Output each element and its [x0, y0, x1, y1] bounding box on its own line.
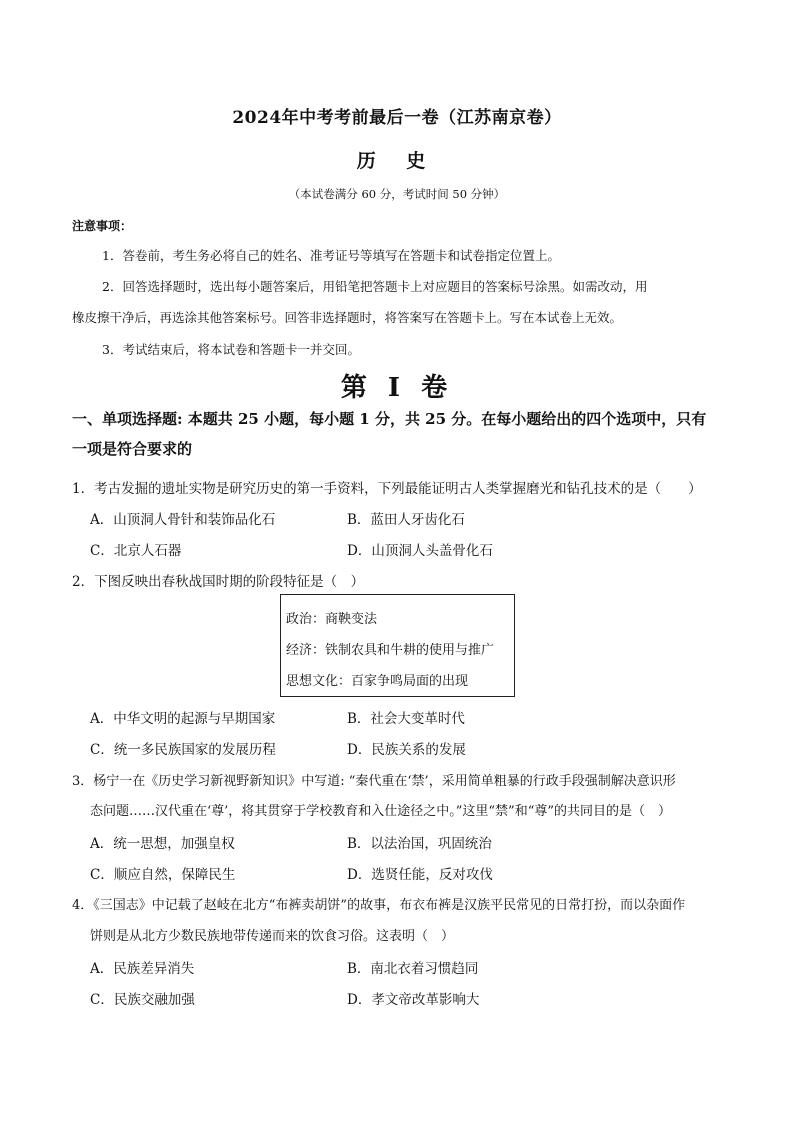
question-2-option-b[interactable]: B．社会大变革时代: [347, 711, 465, 727]
question-1-option-c[interactable]: C．北京人石器: [90, 543, 182, 559]
notice-heading: 注意事项：: [72, 219, 133, 233]
question-2-stem: 2．下图反映出春秋战国时期的阶段特征是（ ）: [72, 574, 365, 590]
material-line-economy: 经济：铁制农具和牛耕的使用与推广: [286, 643, 495, 658]
notice-item-3: 3．考试结束后，将本试卷和答题卡一并交回。: [102, 342, 360, 357]
notice-item-2-cont: 橡皮擦干净后，再选涂其他答案标号。回答非选择题时，将答案写在答题卡上。写在本试卷上无效。: [72, 310, 623, 325]
question-3-option-b[interactable]: B．以法治国，巩固统治: [347, 836, 492, 852]
question-4-stem: 4．《三国志》中记载了赵岐在北方“布裤卖胡饼”的故事，布衣布裤是汉族平民常见的日常打扮，而以杂面作: [72, 898, 686, 913]
question-3-stem: 3．杨宁一在《历史学习新视野新知识》中写道: “秦代重在‘禁’，采用简单粗暴的行政手段强制解决意识形: [72, 774, 676, 789]
question-4-stem-cont: 饼则是从北方少数民族地带传递而来的饮食习俗。这表明（ ）: [90, 929, 455, 944]
material-line-politics: 政治：商鞅变法: [286, 612, 378, 627]
subject-text: 历 史: [356, 150, 438, 172]
question-1-option-d[interactable]: D．山顶洞人头盖骨化石: [347, 543, 493, 559]
question-2-option-d[interactable]: D．民族关系的发展: [347, 742, 466, 758]
section-heading: 一、单项选择题: 本题共 25 小题，每小题 1 分，共 25 分。在每小题给出的四个选项中，只有: [72, 410, 707, 428]
question-4-option-d[interactable]: D．孝文帝改革影响大: [347, 992, 480, 1008]
question-3-stem-cont: 态问题……汉代重在‘尊’，将其贯穿于学校教育和入仕途径之中。”这里“禁”和“尊”的共同目的是（ ）: [90, 804, 671, 819]
question-4-option-b[interactable]: B．南北衣着习惯趋同: [347, 961, 479, 977]
question-4-option-c[interactable]: C．民族交融加强: [90, 992, 195, 1008]
volume-heading: 第 I 卷: [340, 373, 454, 403]
question-1-option-b[interactable]: B．蓝田人牙齿化石: [347, 512, 465, 528]
question-3-option-a[interactable]: A．统一思想，加强皇权: [90, 836, 235, 852]
question-2-option-c[interactable]: C．统一多民族国家的发展历程: [90, 742, 276, 758]
exam-title: 2024年中考考前最后一卷（江苏南京卷）: [232, 108, 562, 128]
material-line-culture: 思想文化：百家争鸣局面的出现: [286, 674, 469, 689]
notice-item-2: 2．回答选择题时，选出每小题答案后，用铅笔把答题卡上对应题目的答案标号涂黑。如需改动，用: [102, 279, 648, 294]
subject-title: [0, 146, 794, 173]
question-1-stem: 1．考古发掘的遗址实物是研究历史的第一手资料，下列最能证明古人类掌握磨光和钻孔技术的是（ ）: [72, 481, 702, 497]
question-1-option-a[interactable]: A．山顶洞人骨针和装饰品化石: [90, 512, 276, 528]
section-heading-cont: 一项是符合要求的: [72, 440, 193, 458]
notice-item-1: 1．答卷前，考生务必将自己的姓名、准考证号等填写在答题卡和试卷指定位置上。: [102, 248, 560, 263]
question-3-option-c[interactable]: C．顺应自然，保障民生: [90, 867, 236, 883]
question-3-option-d[interactable]: D．选贤任能，反对攻伐: [347, 867, 493, 883]
exam-note: （本试卷满分 60 分，考试时间 50 分钟）: [288, 187, 506, 201]
question-2-option-a[interactable]: A．中华文明的起源与早期国家: [90, 711, 276, 727]
question-4-option-a[interactable]: A．民族差异消失: [90, 961, 195, 977]
